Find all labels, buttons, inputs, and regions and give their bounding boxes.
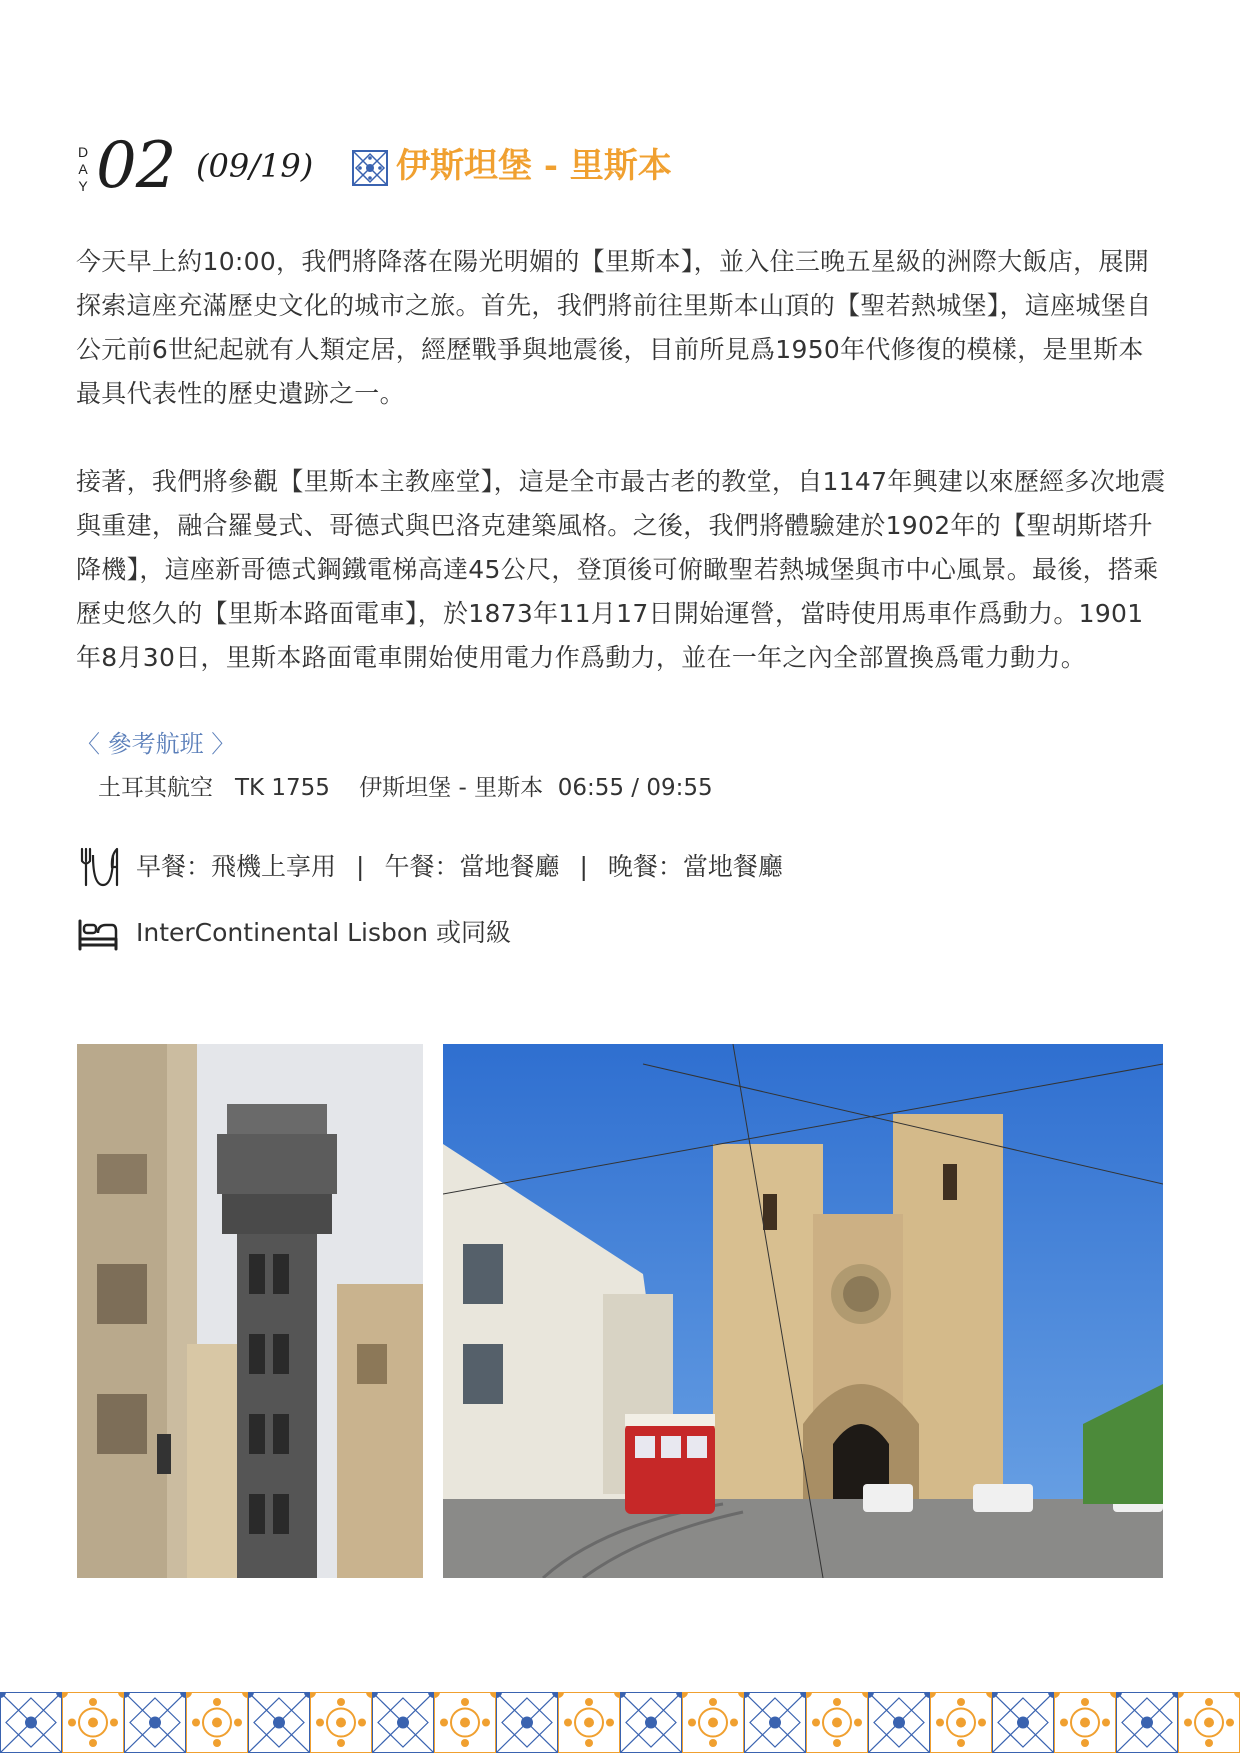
azulejo-tile xyxy=(992,1692,1054,1753)
azulejo-tile xyxy=(806,1692,868,1753)
azulejo-tile xyxy=(62,1692,124,1753)
azulejo-tile xyxy=(1178,1692,1240,1753)
azulejo-tile-icon xyxy=(352,150,388,186)
azulejo-tile xyxy=(496,1692,558,1753)
azulejo-tile xyxy=(868,1692,930,1753)
flight-number: TK 1755 xyxy=(234,775,330,801)
azulejo-tile xyxy=(620,1692,682,1753)
hotel-name: InterContinental Lisbon 或同級 xyxy=(136,918,511,947)
azulejo-tile xyxy=(930,1692,992,1753)
day-number: 02 xyxy=(96,129,176,203)
azulejo-tile xyxy=(558,1692,620,1753)
hotel-row xyxy=(76,906,511,960)
azulejo-tile xyxy=(1054,1692,1116,1753)
meal-separator: | xyxy=(356,852,365,881)
lisbon-cathedral-tram-photo xyxy=(443,1044,1163,1578)
bed-icon xyxy=(76,911,120,955)
day-label xyxy=(76,144,90,195)
flight-times: 06:55 / 09:55 xyxy=(557,775,713,801)
day-letter: D xyxy=(77,144,89,160)
azulejo-tile xyxy=(744,1692,806,1753)
flight-heading: 〈 參考航班 〉 xyxy=(76,730,236,758)
day-letter: Y xyxy=(78,178,88,194)
day-date: (09/19) xyxy=(196,147,314,185)
fork-knife-plate-icon xyxy=(76,845,120,889)
flight-route: 伊斯坦堡 - 里斯本 xyxy=(359,775,544,801)
meal-row xyxy=(76,840,783,894)
santa-justa-elevator-photo xyxy=(77,1044,423,1578)
azulejo-tile xyxy=(0,1692,62,1753)
meal-separator: | xyxy=(579,852,588,881)
azulejo-tile xyxy=(248,1692,310,1753)
azulejo-tile xyxy=(1116,1692,1178,1753)
azulejo-tile xyxy=(186,1692,248,1753)
azulejo-tile xyxy=(124,1692,186,1753)
flight-airline: 土耳其航空 xyxy=(98,775,213,801)
lunch-text: 午餐：當地餐廳 xyxy=(384,852,560,881)
azulejo-tile xyxy=(434,1692,496,1753)
azulejo-tile xyxy=(372,1692,434,1753)
itinerary-paragraph: 接著，我們將參觀【里斯本主教座堂】，這是全市最古老的教堂，自1147年興建以來歷經多次地震與重建，融合羅曼式、哥德式與巴洛克建築風格。之後，我們將體驗建於1902年的【聖胡斯塔升降機】，這座新哥德式鋼鐵電梯高達45公尺，登頂後可俯瞰聖若熱城堡與市中心風景。最後，搭乘歷史悠久的【里斯本路面電車】，於1873年11月17日開始運營，當時使用馬車作爲動力。1901年8月30日，里斯本路面電車開始使用電力作爲動力，並在一年之內全部置換爲電力動力。 xyxy=(76,467,1166,672)
azulejo-tile xyxy=(682,1692,744,1753)
route-title: 伊斯坦堡 - 里斯本 xyxy=(396,146,672,186)
dinner-text: 晚餐：當地餐廳 xyxy=(607,852,783,881)
itinerary-paragraph: 今天早上約10:00，我們將降落在陽光明媚的【里斯本】，並入住三晚五星級的洲際大飯店，展開探索這座充滿歷史文化的城市之旅。首先，我們將前往里斯本山頂的【聖若熱城堡】，這座城堡自公元前6世紀起就有人類定居，經歷戰爭與地震後，目前所見爲1950年代修復的模樣，是里斯本最具代表性的歷史遺跡之一。 xyxy=(76,247,1152,408)
azulejo-tile xyxy=(310,1692,372,1753)
flight-info xyxy=(98,766,713,810)
day-letter: A xyxy=(78,161,88,177)
breakfast-text: 早餐：飛機上享用 xyxy=(136,852,337,881)
azulejo-tile-border xyxy=(0,1692,1240,1753)
